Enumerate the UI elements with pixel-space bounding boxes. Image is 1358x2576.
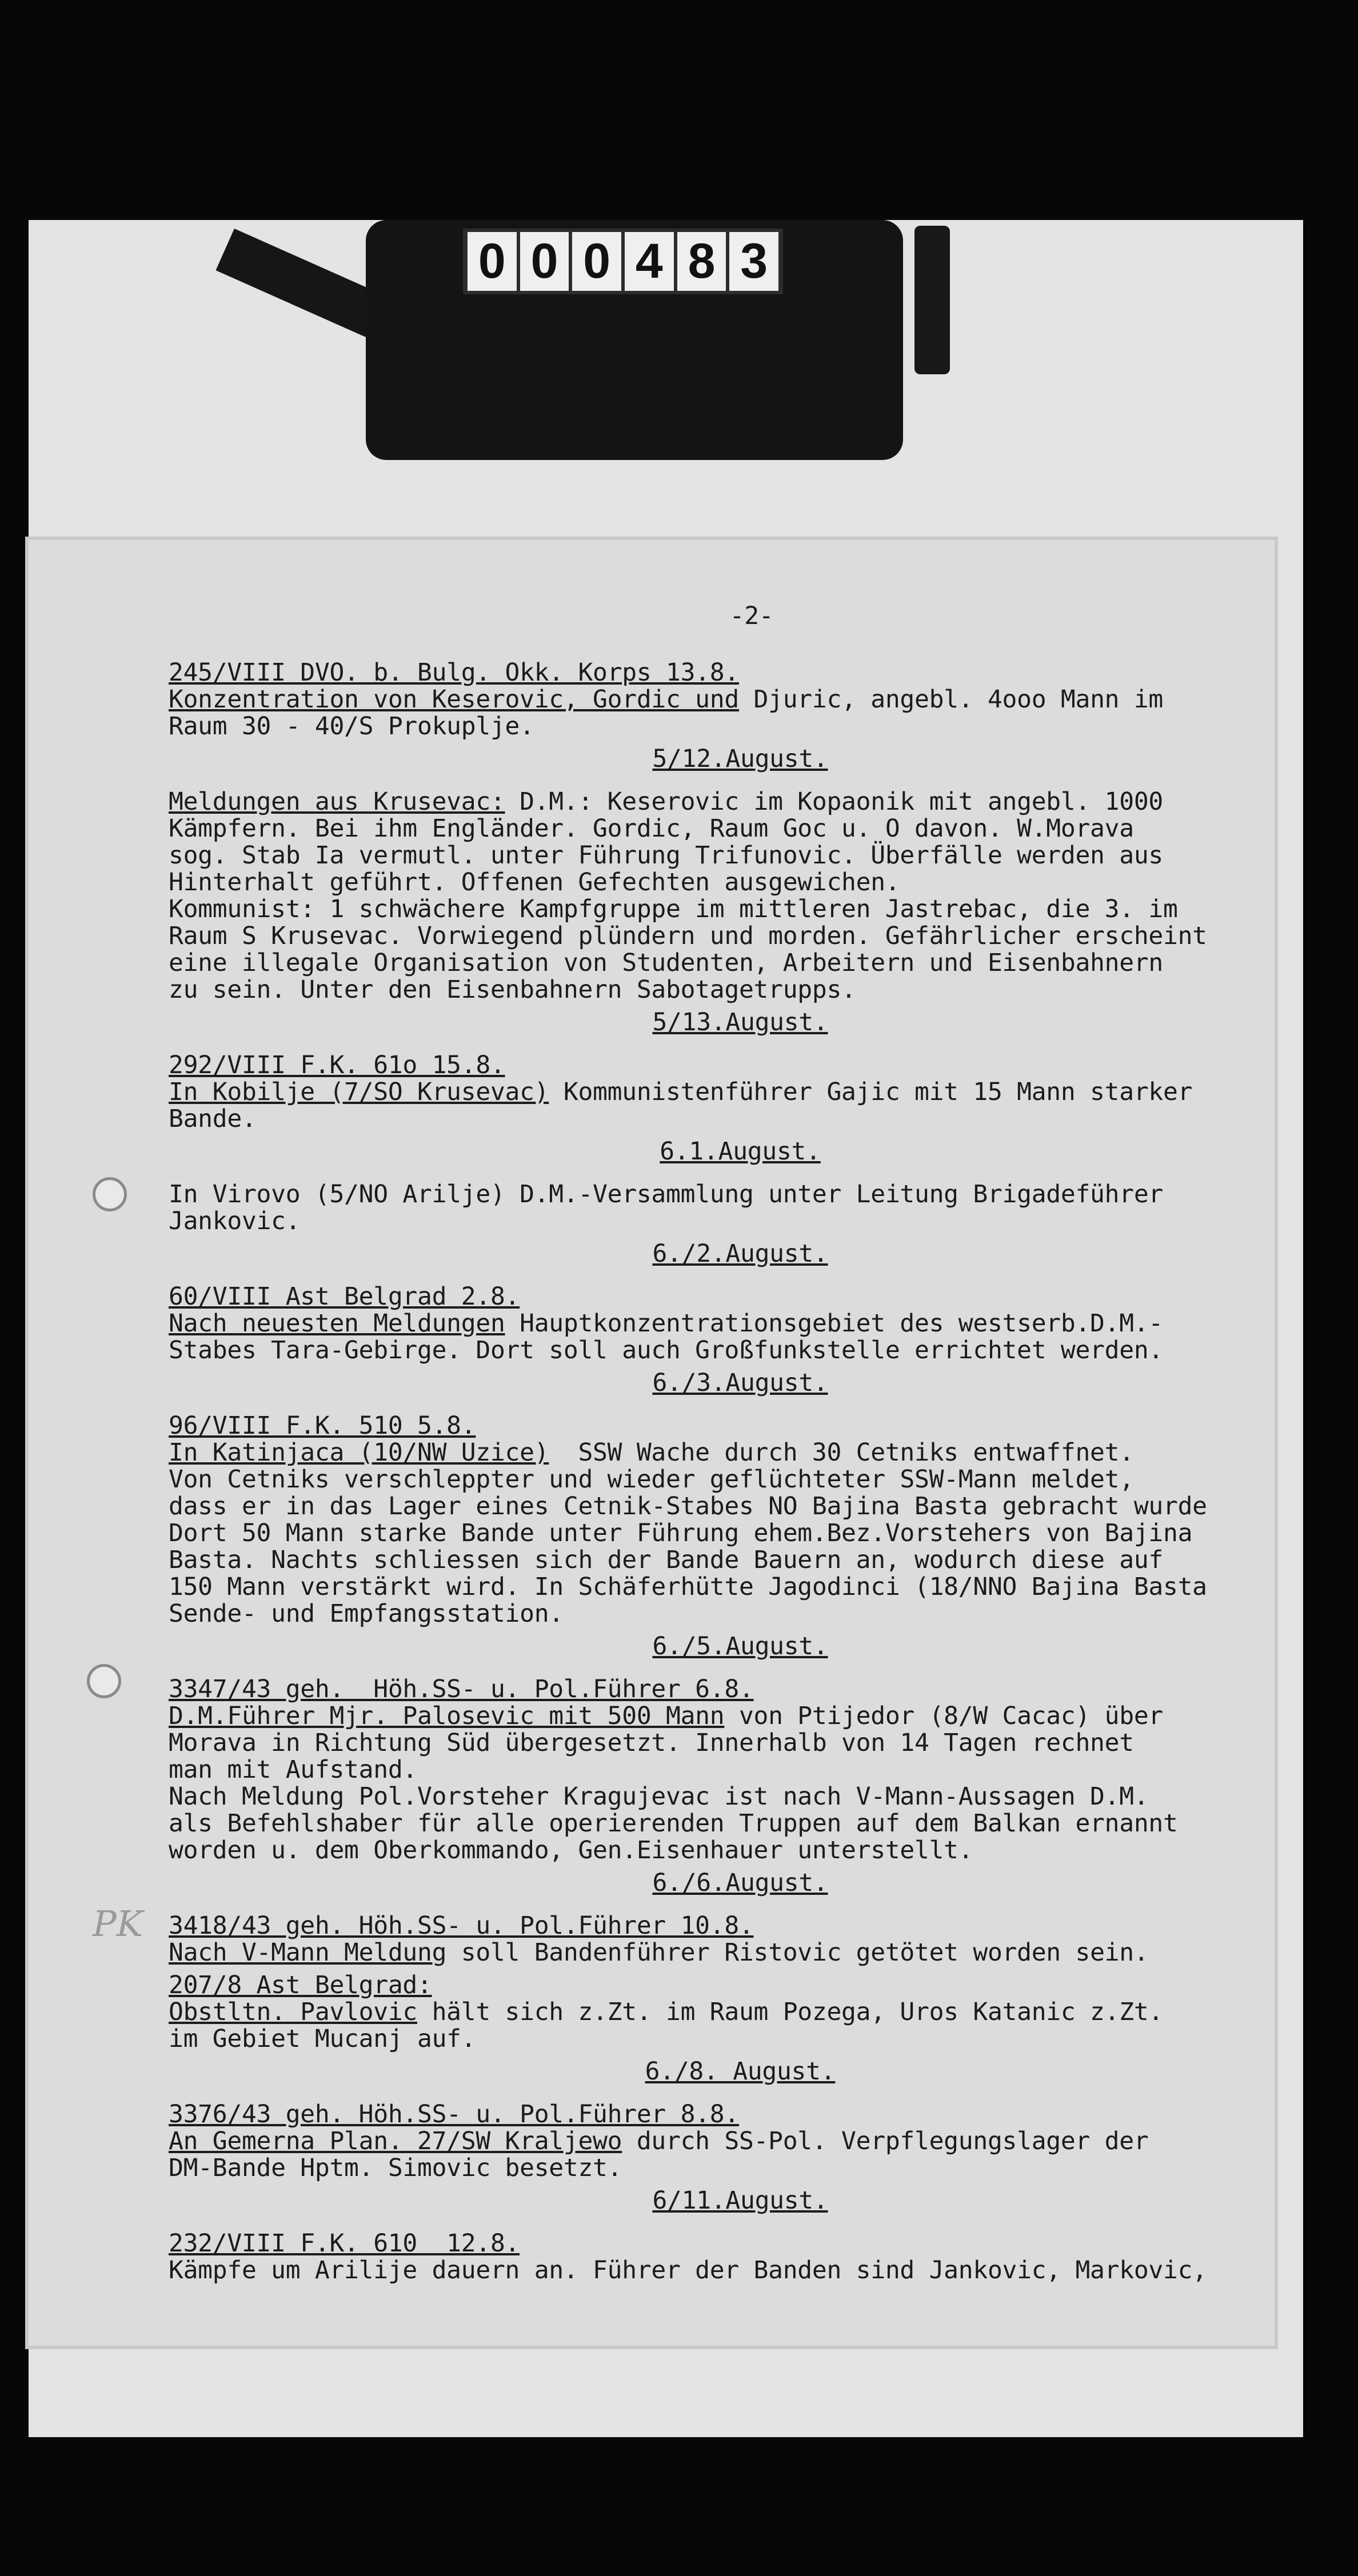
- line-text: Stabes Tara-Gebirge. Dort soll auch Großfunkstelle errichtet werden.: [169, 1336, 1163, 1365]
- entry-reference: 3418/43 geh. Höh.SS- u. Pol.Führer 10.8.: [169, 1911, 754, 1940]
- line-text: Morava in Richtung Süd übergesetzt. Innerhalb von 14 Tagen rechnet: [169, 1729, 1134, 1757]
- entry-line: [169, 1939, 1289, 1966]
- entry-reference: 96/VIII F.K. 510 5.8.: [169, 1411, 476, 1440]
- entry-reference: 292/VIII F.K. 61o 15.8.: [169, 1051, 505, 1079]
- line-text: Basta. Nachts schliessen sich der Bande Bauern an, wodurch diese auf: [169, 1546, 1163, 1574]
- entry-line: [169, 1493, 1289, 1520]
- date-heading: 6.1.August.: [660, 1137, 821, 1166]
- report-entry: [169, 2101, 1289, 2182]
- line-text: hält sich z.Zt. im Raum Pozega, Uros Katanic z.Zt.: [417, 1998, 1163, 2026]
- counter-digit: 8: [677, 232, 726, 291]
- entry-line: [169, 923, 1289, 950]
- underlined-text: An Gemerna Plan. 27/SW Kraljewo: [169, 2127, 622, 2155]
- entry-reference: 60/VIII Ast Belgrad 2.8.: [169, 1282, 520, 1311]
- date-heading: 6./2.August.: [652, 1239, 828, 1268]
- line-text: Dort 50 Mann starke Bande unter Führung ehem.Bez.Vorstehers von Bajina: [169, 1519, 1193, 1547]
- line-text: Kommunistenführer Gajic mit 15 Mann starker: [549, 1078, 1193, 1106]
- entry-reference: 232/VIII F.K. 610 12.8.: [169, 2229, 520, 2258]
- entry-reference: 3347/43 geh. Höh.SS- u. Pol.Führer 6.8.: [169, 1675, 754, 1703]
- entry-line: [169, 869, 1289, 896]
- entry-line: [169, 789, 1289, 815]
- entry-line: [169, 842, 1289, 869]
- report-blocks: [169, 659, 1289, 2284]
- counter-digit: 0: [468, 232, 517, 291]
- entry-line: [169, 1079, 1289, 1106]
- line-text: In Virovo (5/NO Arilje) D.M.-Versammlung unter Leitung Brigadeführer: [169, 1180, 1163, 1209]
- punch-hole: [93, 1177, 127, 1211]
- punch-hole: [87, 1664, 121, 1698]
- line-text: zu sein. Unter den Eisenbahnern Sabotagetrupps.: [169, 975, 856, 1004]
- line-text: Nach Meldung Pol.Vorsteher Kragujevac ist nach V-Mann-Aussagen D.M.: [169, 1782, 1149, 1811]
- underlined-text: Nach neuesten Meldungen: [169, 1309, 505, 1338]
- entry-line: [169, 2026, 1289, 2053]
- entry-line: [169, 2155, 1289, 2182]
- underlined-text: Meldungen aus Krusevac:: [169, 787, 505, 816]
- line-text: eine illegale Organisation von Studenten, Arbeitern und Eisenbahnern: [169, 949, 1163, 977]
- line-text: Kämpfern. Bei ihm Engländer. Gordic, Raum Goc u. O davon. W.Morava: [169, 814, 1134, 843]
- line-text: als Befehlshaber für alle operierenden Truppen auf dem Balkan ernannt: [169, 1809, 1178, 1838]
- date-heading: 6./5.August.: [652, 1632, 828, 1661]
- entry-line: [169, 1601, 1289, 1627]
- entry-line: [169, 1106, 1289, 1133]
- date-heading: 6./8. August.: [645, 2057, 836, 2086]
- underlined-text: Obstltn. Pavlovic: [169, 1998, 417, 2026]
- report-entry: [169, 2230, 1289, 2284]
- entry-line: [169, 1730, 1289, 1757]
- line-text: man mit Aufstand.: [169, 1755, 417, 1784]
- line-text: Kämpfe um Arilije dauern an. Führer der Banden sind Jankovic, Markovic,: [169, 2256, 1207, 2285]
- report-entry: [169, 1913, 1289, 1966]
- entry-line: [169, 896, 1289, 923]
- line-text: soll Bandenführer Ristovic getötet worden sein.: [446, 1938, 1149, 1967]
- counter-knob: [914, 226, 950, 374]
- entry-line: [169, 1466, 1289, 1493]
- counter-digit: 4: [625, 232, 674, 291]
- line-text: sog. Stab Ia vermutl. unter Führung Trifunovic. Überfälle werden aus: [169, 841, 1163, 870]
- line-text: dass er in das Lager eines Cetnik-Stabes NO Bajina Basta gebracht wurde: [169, 1492, 1207, 1521]
- report-entry: [169, 1181, 1289, 1235]
- entry-line: [169, 1337, 1289, 1364]
- entry-line: [169, 2257, 1289, 2284]
- page-number: -2-: [729, 602, 774, 630]
- line-text: D.M.: Keserovic im Kopaonik mit angebl. 1000: [505, 787, 1163, 816]
- line-text: Sende- und Empfangsstation.: [169, 1599, 564, 1628]
- line-text: im Gebiet Mucanj auf.: [169, 2025, 476, 2053]
- entry-line: [169, 1439, 1289, 1466]
- report-entry: [169, 1972, 1289, 2053]
- line-text: von Ptijedor (8/W Cacac) über: [724, 1702, 1164, 1730]
- entry-reference: 3376/43 geh. Höh.SS- u. Pol.Führer 8.8.: [169, 2100, 739, 2129]
- date-heading: 6./3.August.: [652, 1369, 828, 1397]
- line-text: Bande.: [169, 1105, 257, 1133]
- entry-line: [169, 1783, 1289, 1810]
- line-text: SSW Wache durch 30 Cetniks entwaffnet.: [549, 1438, 1134, 1467]
- entry-line: [169, 1208, 1289, 1235]
- underlined-text: In Kobilje (7/SO Krusevac): [169, 1078, 549, 1106]
- entry-line: [169, 1310, 1289, 1337]
- date-heading: 6./6.August.: [652, 1869, 828, 1897]
- line-text: Jankovic.: [169, 1207, 301, 1235]
- entry-line: [169, 950, 1289, 977]
- entry-line: [169, 1181, 1289, 1208]
- underlined-text: D.M.Führer Mjr. Palosevic mit 500 Mann: [169, 1702, 725, 1730]
- document-body: [169, 603, 1289, 2290]
- underlined-text: Nach V-Mann Meldung: [169, 1938, 447, 1967]
- line-text: Raum 30 - 40/S Prokuplje.: [169, 712, 534, 741]
- entry-line: [169, 686, 1289, 713]
- entry-line: [169, 1999, 1289, 2026]
- date-heading: 5/13.August.: [652, 1008, 828, 1037]
- line-text: Raum S Krusevac. Vorwiegend plündern und morden. Gefährlicher erscheint: [169, 922, 1207, 950]
- line-text: Von Cetniks verschleppter und wieder geflüchteter SSW-Mann meldet,: [169, 1465, 1134, 1494]
- line-text: 150 Mann verstärkt wird. In Schäferhütte Jagodinci (18/NNO Bajina Basta: [169, 1573, 1207, 1601]
- entry-line: [169, 815, 1289, 842]
- counter-digit: 3: [729, 232, 778, 291]
- entry-reference: 207/8 Ast Belgrad:: [169, 1971, 432, 1999]
- entry-line: [169, 1547, 1289, 1574]
- entry-line: [169, 1574, 1289, 1601]
- entry-line: [169, 713, 1289, 740]
- entry-line: [169, 1520, 1289, 1547]
- report-entry: [169, 1676, 1289, 1864]
- frame-counter: [463, 229, 783, 294]
- underlined-text: In Katinjaca (10/NW Uzice): [169, 1438, 549, 1467]
- margin-annotation: PK: [93, 1903, 143, 1945]
- report-entry: [169, 659, 1289, 740]
- entry-line: [169, 977, 1289, 1003]
- line-text: worden u. dem Oberkommando, Gen.Eisenhauer unterstellt.: [169, 1836, 973, 1865]
- entry-reference: 245/VIII DVO. b. Bulg. Okk. Korps 13.8.: [169, 658, 739, 687]
- counter-digit: 0: [572, 232, 621, 291]
- underlined-text: Konzentration von Keserovic, Gordic und: [169, 685, 739, 714]
- line-text: DM-Bande Hptm. Simovic besetzt.: [169, 2154, 622, 2182]
- entry-line: [169, 2128, 1289, 2155]
- date-heading: 5/12.August.: [652, 745, 828, 773]
- entry-line: [169, 1810, 1289, 1837]
- report-entry: [169, 1052, 1289, 1133]
- date-heading: 6/11.August.: [652, 2186, 828, 2215]
- entry-line: [169, 1703, 1289, 1730]
- line-text: Hauptkonzentrationsgebiet des westserb.D.M.-: [505, 1309, 1163, 1338]
- report-entry: [169, 789, 1289, 1003]
- report-entry: [169, 1283, 1289, 1364]
- entry-line: [169, 1757, 1289, 1783]
- report-entry: [169, 1413, 1289, 1627]
- counter-digit: 0: [520, 232, 569, 291]
- entry-line: [169, 1837, 1289, 1864]
- line-text: Djuric, angebl. 4ooo Mann im: [738, 685, 1164, 714]
- line-text: Hinterhalt geführt. Offenen Gefechten ausgewichen.: [169, 868, 900, 897]
- line-text: durch SS-Pol. Verpflegungslager der: [622, 2127, 1149, 2155]
- line-text: Kommunist: 1 schwächere Kampfgruppe im mittleren Jastrebac, die 3. im: [169, 895, 1178, 923]
